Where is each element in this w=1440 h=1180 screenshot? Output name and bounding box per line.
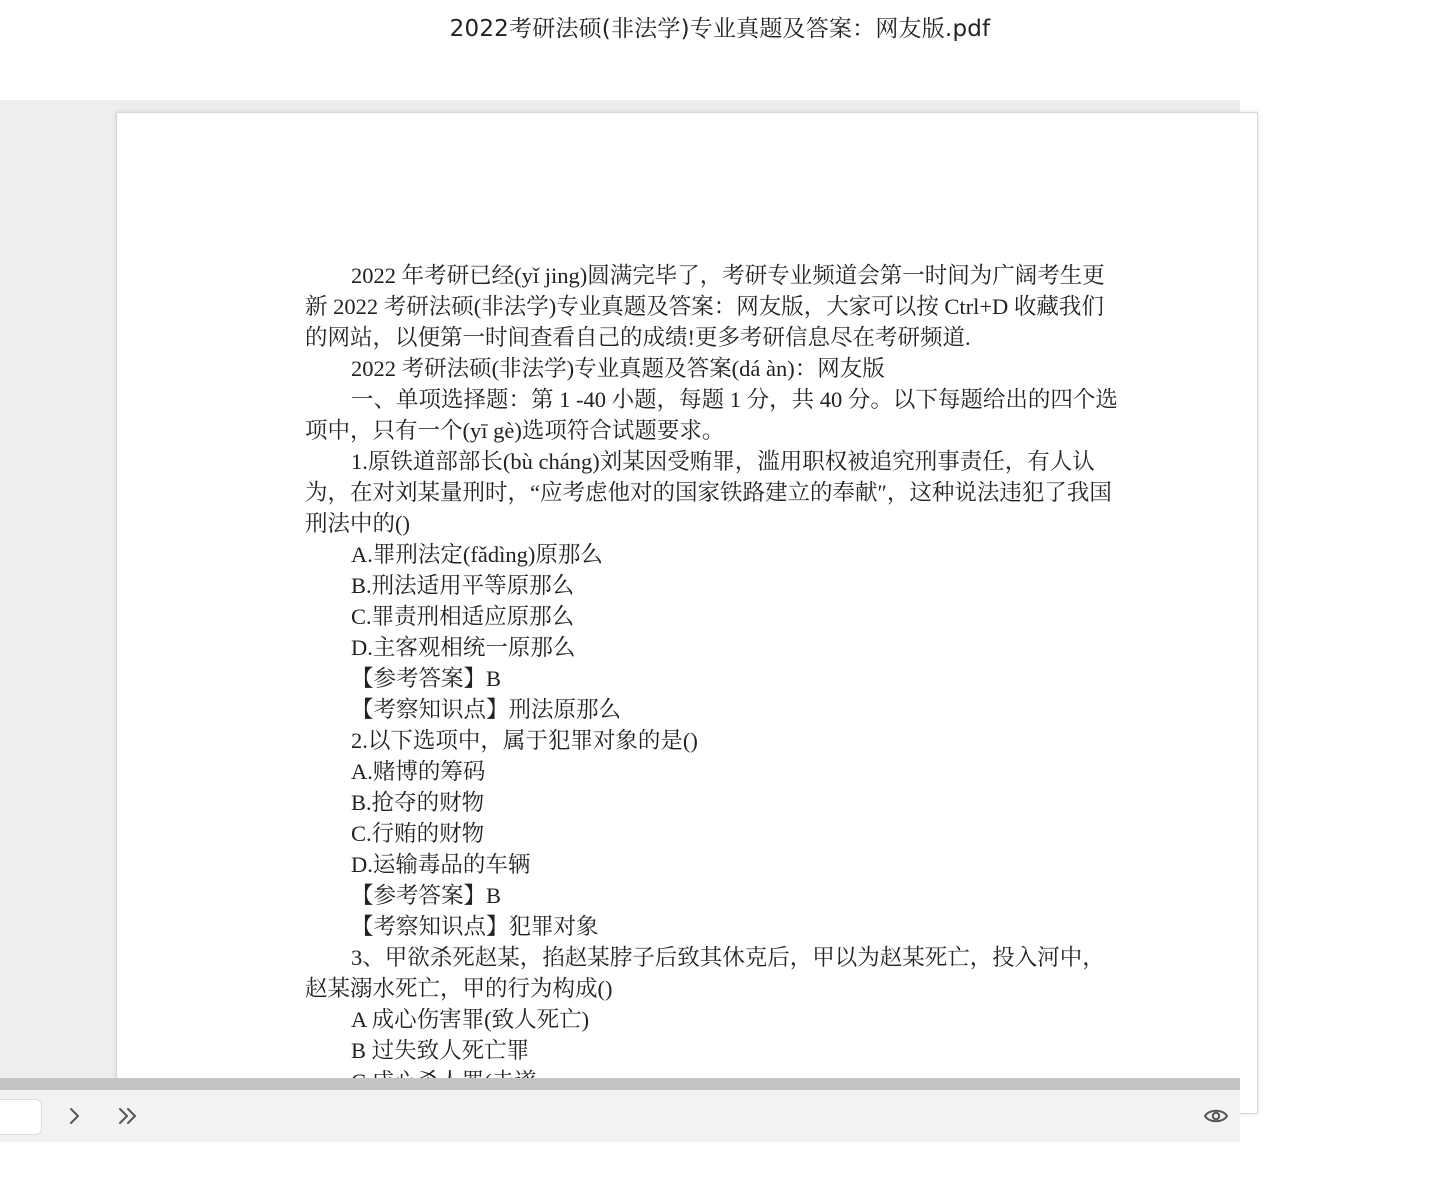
eye-icon (1203, 1105, 1229, 1127)
question-2: 2.以下选项中，属于犯罪对象的是() (351, 728, 698, 753)
pdf-page (116, 112, 1258, 1114)
q2-option-c: C.行贿的财物 (351, 821, 485, 846)
chevron-right-icon (63, 1105, 85, 1127)
title-bar (0, 0, 1240, 100)
double-chevron-right-icon (115, 1105, 141, 1127)
q1-knowledge-point: 【考察知识点】刑法原那么 (351, 697, 622, 722)
page-content (305, 260, 1121, 1097)
q1-answer: 【参考答案】B (351, 666, 502, 691)
q2-knowledge-point: 【考察知识点】犯罪对象 (351, 914, 599, 939)
page-number-input[interactable] (0, 1099, 42, 1135)
q1-option-a: A.罪刑法定(fǎdìng)原那么 (351, 542, 603, 567)
q1-option-d: D.主客观相统一原那么 (351, 635, 576, 660)
intro-paragraph: 2022 年考研已经(yǐ jing)圆满完毕了，考研专业频道会第一时间为广阔考生更新 2022 考研法硕(非法学)专业真题及答案：网友版，大家可以按 Ctrl+D 收藏我们的网站，以便第一时间查看自己的成绩!更多考研信息尽在考研频道. (305, 263, 1105, 350)
q2-option-d: D.运输毒品的车辆 (351, 852, 531, 877)
bottom-toolbar (0, 1090, 1240, 1142)
last-page-button[interactable] (110, 1098, 146, 1134)
q2-option-a: A.赌博的筹码 (351, 759, 486, 784)
q1-option-b: B.刑法适用平等原那么 (351, 573, 575, 598)
horizontal-scrollbar[interactable] (0, 1078, 1240, 1090)
next-page-button[interactable] (56, 1098, 92, 1134)
doc-heading: 2022 考研法硕(非法学)专业真题及答案(dá àn)：网友版 (351, 356, 885, 381)
q2-answer: 【参考答案】B (351, 883, 502, 908)
question-1: 1.原铁道部部长(bù cháng)刘某因受贿罪，滥用职权被追究刑事责任，有人认为，在对刘某量刑时，“应考虑他对的国家铁路建立的奉献″，这种说法违犯了我国刑法中的() (305, 449, 1112, 536)
q3-option-a: A 成心伤害罪(致人死亡) (351, 1007, 590, 1032)
q2-option-b: B.抢夺的财物 (351, 790, 485, 815)
pdf-viewer[interactable] (0, 100, 1240, 1078)
section-instructions: 一、单项选择题：第 1 -40 小题，每题 1 分，共 40 分。以下每题给出的四个选项中，只有一个(yī gè)选项符合试题要求。 (305, 387, 1118, 443)
document-title: 2022考研法硕(非法学)专业真题及答案：网友版.pdf (449, 16, 991, 42)
question-3: 3、甲欲杀死赵某，掐赵某脖子后致其休克后，甲以为赵某死亡，投入河中，赵某溺水死亡，甲的行为构成() (305, 945, 1105, 1001)
view-mode-button[interactable] (1198, 1098, 1234, 1134)
q1-option-c: C.罪责刑相适应原那么 (351, 604, 575, 629)
q3-option-b: B 过失致人死亡罪 (351, 1038, 530, 1063)
